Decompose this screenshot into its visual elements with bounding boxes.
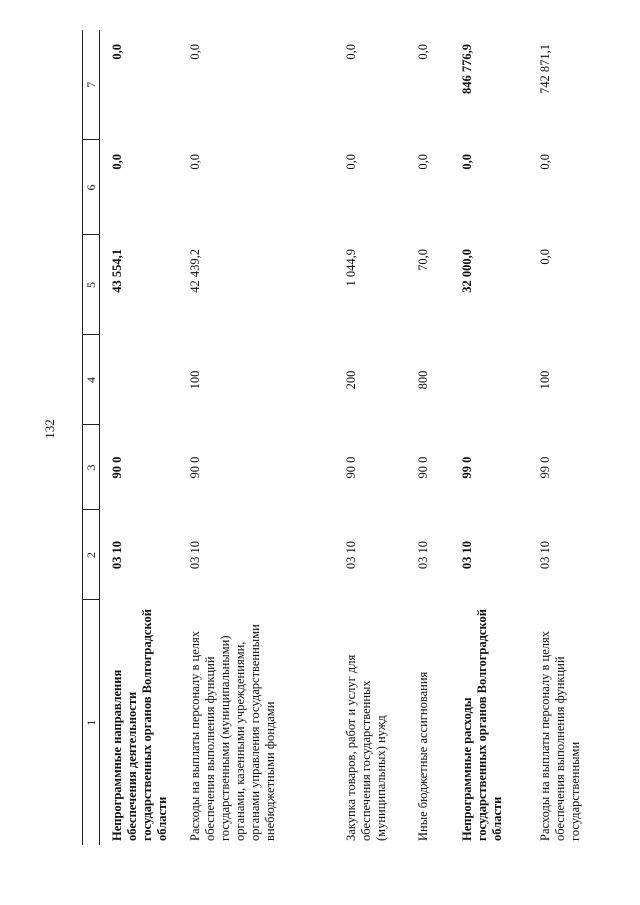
row-name: Расходы на выплаты персоналу в целях обеспечения выполнения функций государственными (муниципальными) органами, казенными учреждениями, органами управления государственными внебюджетными фондами (188, 624, 277, 841)
amount-col5: 70,0 (416, 249, 430, 271)
target-code: 90 0 (416, 456, 430, 479)
table-row (178, 30, 334, 845)
row-name: Иные бюджетные ассигнования (416, 671, 430, 841)
target-code: 99 0 (538, 456, 552, 479)
amount-col5: 32 000,0 (460, 249, 474, 293)
amount-col6: 0,0 (538, 154, 552, 170)
table-row (528, 30, 594, 845)
amount-col6: 0,0 (344, 154, 358, 170)
expense-type: 100 (188, 370, 202, 390)
column-header: 3 (83, 425, 100, 510)
column-header: 5 (83, 235, 100, 335)
expense-type (450, 335, 528, 425)
table-row (450, 30, 528, 845)
row-name: Непрограммные расходы государственных органов Волгоградской области (460, 609, 504, 841)
amount-col7: 0,0 (110, 44, 124, 60)
target-code: 90 0 (110, 456, 124, 479)
target-code: 90 0 (188, 456, 202, 479)
target-code: 90 0 (344, 456, 358, 479)
section-code: 03 10 (110, 540, 124, 570)
amount-col7: 0,0 (344, 44, 358, 60)
section-code: 03 10 (460, 540, 474, 570)
column-header: 1 (83, 600, 100, 845)
amount-col6: 0,0 (416, 154, 430, 170)
column-number-row (83, 30, 100, 845)
table-row (334, 30, 406, 845)
column-header: 7 (83, 30, 100, 140)
section-code: 03 10 (188, 540, 202, 570)
expense-type: 200 (344, 370, 358, 390)
amount-col6: 0,0 (188, 154, 202, 170)
row-name: Расходы на выплаты персоналу в целях обеспечения выполнения функций государственными (538, 631, 582, 841)
amount-col5: 43 554,1 (110, 249, 124, 293)
section-code: 03 10 (538, 540, 552, 570)
column-header: 2 (83, 510, 100, 600)
expense-type: 100 (538, 370, 552, 390)
amount-col5: 1 044,9 (344, 249, 358, 287)
amount-col7: 0,0 (416, 44, 430, 60)
table-row (406, 30, 450, 845)
amount-col6: 0,0 (110, 154, 124, 170)
amount-col7: 0,0 (188, 44, 202, 60)
page-body (82, 30, 610, 845)
section-code: 03 10 (416, 540, 430, 570)
row-name: Непрограммные направления обеспечения деятельности государственных органов Волгоградской области (110, 609, 169, 841)
table-row (100, 30, 179, 845)
amount-col5: 0,0 (538, 249, 552, 265)
amount-col6: 0,0 (460, 154, 474, 170)
column-header: 6 (83, 140, 100, 235)
budget-table (82, 30, 594, 845)
column-header: 4 (83, 335, 100, 425)
row-name: Закупка товаров, работ и услуг для обеспечения государственных (муниципальных) нужд (344, 654, 388, 841)
rotated-table-container (82, 30, 610, 845)
target-code: 99 0 (460, 456, 474, 479)
section-code: 03 10 (344, 540, 358, 570)
amount-col7: 742 871,1 (538, 44, 552, 94)
expense-type: 800 (416, 370, 430, 390)
expense-type (100, 335, 179, 425)
amount-col7: 846 776,9 (460, 44, 474, 94)
page-number: 132 (42, 419, 57, 439)
amount-col5: 42 439,2 (188, 249, 202, 293)
